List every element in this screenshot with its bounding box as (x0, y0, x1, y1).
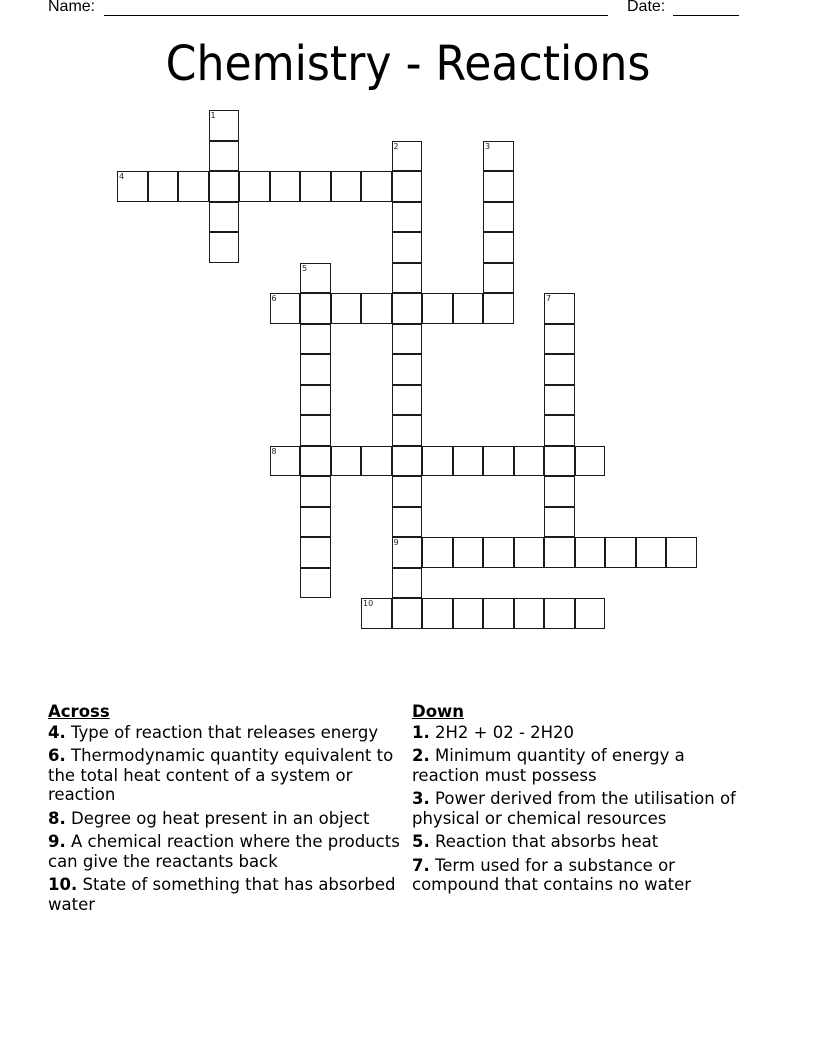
crossword-cell[interactable] (392, 568, 423, 599)
crossword-cell[interactable] (392, 263, 423, 294)
clue-number: 2. (412, 746, 430, 765)
crossword-cell[interactable] (148, 171, 179, 202)
crossword-cell[interactable] (361, 293, 392, 324)
clue-text: State of something that has absorbed water (48, 875, 396, 914)
cell-number: 3 (485, 141, 491, 151)
crossword-cell[interactable] (392, 537, 423, 568)
crossword-cell[interactable] (392, 598, 423, 629)
clue-text: Thermodynamic quantity equivalent to the total heat content of a system or reaction (48, 746, 394, 804)
cell-number: 7 (546, 294, 552, 303)
cell-number: 4 (119, 172, 125, 181)
crossword-cell[interactable] (392, 446, 423, 477)
crossword-cell[interactable] (300, 446, 331, 477)
clue-number: 9. (48, 832, 66, 851)
crossword-cell[interactable] (392, 385, 423, 416)
clue-across-10 (48, 875, 400, 914)
crossword-cell[interactable] (422, 537, 453, 568)
crossword-cell[interactable] (392, 507, 423, 538)
crossword-cell[interactable] (300, 324, 331, 355)
crossword-cell[interactable] (392, 171, 423, 202)
cell-number: 9 (393, 538, 399, 547)
crossword-cell[interactable] (453, 598, 484, 629)
crossword-cell[interactable] (392, 202, 423, 233)
crossword-cell[interactable] (209, 202, 240, 233)
crossword-cell[interactable] (453, 293, 484, 324)
crossword-cell[interactable] (270, 293, 301, 324)
clue-text: 2H2 + 02 - 2H20 (435, 722, 575, 742)
clue-text: A chemical reaction where the products can give the reactants back (48, 832, 400, 871)
cell-number: 8 (271, 446, 277, 456)
crossword-cell[interactable] (483, 446, 514, 477)
crossword-cell[interactable] (483, 202, 514, 233)
crossword-cell[interactable] (209, 171, 240, 202)
crossword-cell[interactable] (544, 354, 575, 385)
crossword-cell[interactable] (300, 354, 331, 385)
cell-number: 2 (393, 141, 399, 151)
clue-down-1 (412, 723, 757, 743)
down-clues (412, 702, 757, 899)
crossword-cell[interactable] (483, 537, 514, 568)
crossword-cell[interactable] (361, 171, 392, 202)
crossword-cell[interactable] (178, 171, 209, 202)
crossword-cell[interactable] (209, 110, 240, 141)
crossword-cell[interactable] (483, 598, 514, 629)
crossword-cell[interactable] (605, 537, 636, 568)
clue-number: 4. (48, 722, 66, 742)
clue-down-7 (412, 856, 757, 895)
crossword-cell[interactable] (392, 293, 423, 324)
crossword-cell[interactable] (392, 232, 423, 263)
page-title: Chemistry - Reactions (165, 36, 651, 92)
crossword-cell[interactable] (300, 507, 331, 538)
clue-number: 1. (412, 722, 430, 742)
crossword-cell[interactable] (300, 568, 331, 599)
crossword-cell[interactable] (331, 293, 362, 324)
crossword-cell[interactable] (483, 141, 514, 172)
crossword-cell[interactable] (575, 446, 606, 477)
crossword-cell[interactable] (300, 293, 331, 324)
crossword-cell[interactable] (483, 171, 514, 202)
crossword-cell[interactable] (544, 598, 575, 629)
clue-number: 6. (48, 746, 66, 765)
clue-across-9 (48, 832, 400, 871)
crossword-cell[interactable] (544, 293, 575, 324)
date-label: Date: (627, 0, 666, 15)
crossword-cell[interactable] (239, 171, 270, 202)
crossword-cell[interactable] (483, 293, 514, 324)
crossword-cell[interactable] (270, 171, 301, 202)
clue-number: 8. (48, 808, 66, 828)
crossword-cell[interactable] (544, 507, 575, 538)
clue-number: 10. (48, 875, 78, 894)
clue-across-8 (48, 809, 400, 829)
crossword-cell[interactable] (300, 263, 331, 294)
crossword-cell[interactable] (392, 141, 423, 172)
name-label: Name: (48, 0, 96, 15)
clue-across-4 (48, 723, 400, 743)
crossword-cell[interactable] (483, 232, 514, 263)
cell-number: 10 (363, 599, 374, 608)
crossword-cell[interactable] (544, 415, 575, 446)
crossword-cell[interactable] (361, 446, 392, 477)
crossword-cell[interactable] (300, 476, 331, 507)
clue-text: Power derived from the utilisation of physical or chemical resources (412, 789, 736, 828)
crossword-cell[interactable] (422, 293, 453, 324)
crossword-cell[interactable] (422, 446, 453, 477)
crossword-cell[interactable] (453, 537, 484, 568)
crossword-cell[interactable] (392, 354, 423, 385)
clue-number: 5. (412, 832, 430, 851)
crossword-cell[interactable] (514, 537, 545, 568)
cell-number: 1 (210, 111, 216, 120)
crossword-cell[interactable] (331, 446, 362, 477)
across-clues (48, 702, 400, 918)
crossword-cell[interactable] (575, 537, 606, 568)
crossword-cell[interactable] (544, 537, 575, 568)
crossword-cell[interactable] (270, 446, 301, 477)
crossword-cell[interactable] (544, 446, 575, 477)
crossword-cell[interactable] (300, 171, 331, 202)
clue-number: 7. (412, 855, 430, 875)
crossword-cell[interactable] (117, 171, 148, 202)
crossword-cell[interactable] (331, 171, 362, 202)
crossword-cell[interactable] (575, 598, 606, 629)
crossword-cell[interactable] (209, 232, 240, 263)
cell-number: 5 (302, 263, 308, 273)
crossword-cell[interactable] (544, 324, 575, 355)
clue-down-2 (412, 746, 757, 785)
crossword-cell[interactable] (300, 385, 331, 416)
across-heading: Across (48, 702, 110, 721)
down-heading: Down (412, 702, 465, 721)
crossword-cell[interactable] (392, 476, 423, 507)
crossword-cell[interactable] (300, 415, 331, 446)
crossword-cell[interactable] (544, 476, 575, 507)
cell-number: 6 (271, 294, 277, 303)
crossword-cell[interactable] (636, 537, 667, 568)
clue-text: Type of reaction that releases energy (71, 722, 379, 742)
clue-down-3 (412, 789, 757, 828)
crossword-cell[interactable] (300, 537, 331, 568)
clue-text: Reaction that absorbs heat (435, 832, 659, 851)
crossword-cell[interactable] (422, 598, 453, 629)
clue-down-5 (412, 832, 757, 852)
crossword-cell[interactable] (392, 415, 423, 446)
crossword-cell[interactable] (209, 141, 240, 172)
clue-text: Term used for a substance or compound that contains no water (412, 855, 692, 894)
clue-text: Degree og heat present in an object (71, 808, 370, 828)
clue-across-6 (48, 746, 400, 805)
crossword-cell[interactable] (453, 446, 484, 477)
crossword-cell[interactable] (544, 385, 575, 416)
crossword-cell[interactable] (392, 324, 423, 355)
crossword-cell[interactable] (514, 446, 545, 477)
clue-number: 3. (412, 789, 430, 808)
crossword-cell[interactable] (514, 598, 545, 629)
clue-text: Minimum quantity of energy a reaction must possess (412, 746, 685, 785)
crossword-cell[interactable] (361, 598, 392, 629)
crossword-cell[interactable] (483, 263, 514, 294)
crossword-cell[interactable] (666, 537, 697, 568)
